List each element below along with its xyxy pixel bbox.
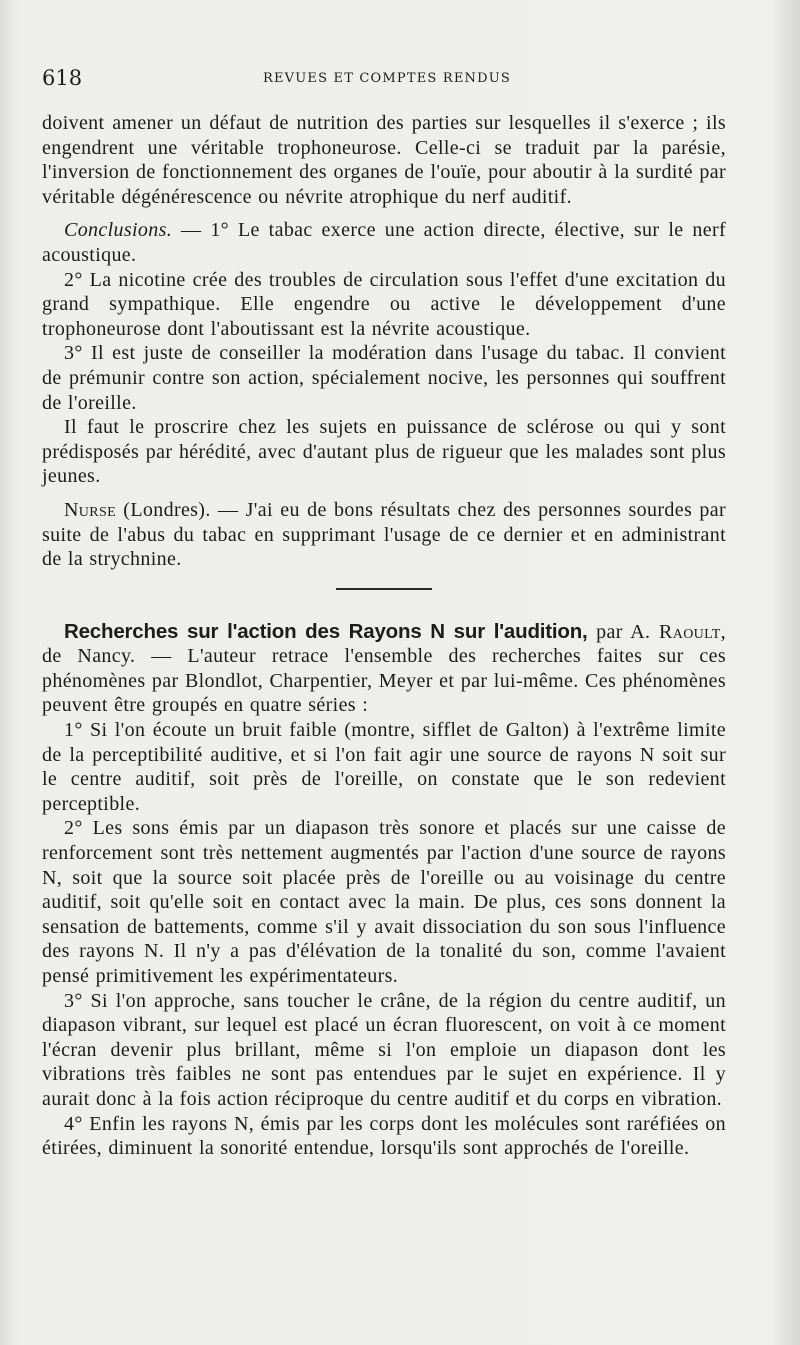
article-by: par A.	[587, 620, 660, 643]
paragraph-continuation: doivent amener un défaut de nutrition des parties sur lesquelles il s'exerce ; ils engendrent une véritable trophoneurose. Celle-ci se traduit par la parésie, l'inversion de fonctionnement des organes de l'ouïe, pour aboutir à la surdité par véritable dégénérescence ou névrite atrophique du nerf auditif.	[42, 112, 726, 208]
series-1: 1° Si l'on écoute un bruit faible (montre, sifflet de Galton) à l'extrême limite de la perceptibilité auditive, et si l'on fait agir une source de rayons N soit sur le centre auditif, soit près de l'oreille, on constate que le son redevient perceptible.	[42, 719, 726, 815]
author-nurse: Nurse	[64, 498, 116, 521]
article-title: Recherches sur l'action des Rayons N sur l'audition,	[64, 619, 588, 643]
series-3: 3° Si l'on approche, sans toucher le crâne, de la région du centre auditif, un diapason vibrant, sur lequel est placé un écran fluorescent, on voit à ce moment l'écran devenir plus brillant, même si l'on emploie un diapason dont les vibrations très faibles ne sont pas entendues par le sujet en expérience. Il y aurait donc à la fois action réciproque du centre auditif et du corps en vibration.	[42, 989, 726, 1110]
paragraph-conclusions	[42, 218, 726, 267]
running-title: REVUES ET COMPTES RENDUS	[262, 71, 512, 86]
conclusions-label: Conclusions.	[64, 219, 173, 242]
conclusion-4: Il faut le proscrire chez les sujets en puissance de sclérose ou qui y sont prédisposés par hérédité, avec d'autant plus de rigueur que les malades sont plus jeunes.	[42, 416, 726, 488]
section-divider	[336, 588, 432, 590]
conclusion-3: 3° Il est juste de conseiller la modération dans l'usage du tabac. Il convient de prémunir contre son action, spécialement nocive, les personnes qui souffrent de l'oreille.	[42, 342, 726, 414]
author-raoult: Raoult	[659, 620, 721, 643]
nurse-text: (Londres). — J'ai eu de bons résultats chez des personnes sourdes par suite de l'abus du tabac en supprimant l'usage de ce dernier et en administrant de la strychnine.	[42, 498, 726, 571]
series-4: 4° Enfin les rayons N, émis par les corps dont les molécules sont raréfiées on étirées, diminuent la sonorité entendue, lorsqu'ils sont approchés de l'oreille.	[42, 1112, 726, 1160]
conclusion-1: — 1° Le tabac exerce une action directe, élective, sur le nerf acoustique.	[42, 219, 726, 266]
series-2: 2° Les sons émis par un diapason très sonore et placés sur une caisse de renforcement sont très nettement augmentés par l'action d'une source de rayons N, soit que la source soit placée près de l'oreille ou au voisinage du centre auditif, soit qu'elle soit en contact avec la main. De plus, ces sons donnent la sensation de battements, comme s'il y avait dissociation du son sous l'influence des rayons N. Il n'y a pas d'élévation de la tonalité du son, comme l'avaient pensé primitivement les expérimentateurs.	[42, 817, 726, 987]
paragraph-nurse	[42, 498, 726, 572]
page-header	[42, 66, 732, 96]
conclusion-2: 2° La nicotine crée des troubles de circulation sous l'effet d'une excitation du grand sympathique. Elle engendre ou active le développement d'une trophoneurose dont l'aboutissant est la névrite acoustique.	[42, 268, 726, 340]
article-intro: , de Nancy. — L'auteur retrace l'ensemble des recherches faites sur ces phénomènes par Blondlot, Charpentier, Meyer et par lui-même. Ces phénomènes peuvent être groupés en quatre séries :	[42, 620, 726, 717]
article-body	[42, 111, 726, 1161]
paragraph-rayons-n-intro	[42, 620, 726, 718]
page-number: 618	[42, 66, 83, 90]
